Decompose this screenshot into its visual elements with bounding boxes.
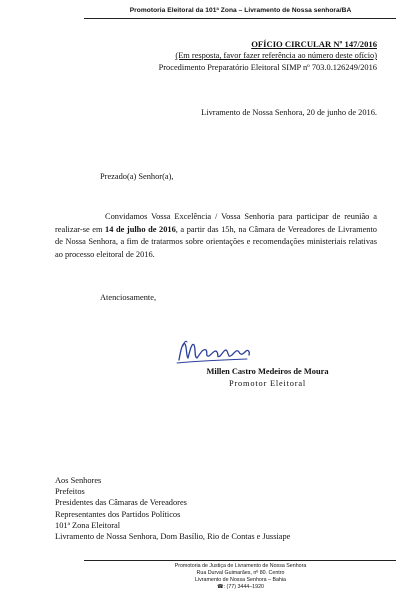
handwritten-signature xyxy=(175,336,253,366)
recipient-line: Representantes dos Partidos Políticos xyxy=(55,509,181,519)
footer-line: Rua Durval Guimarães, nº 80. Centro xyxy=(196,570,285,576)
oficio-title: OFÍCIO CIRCULAR Nº 147/2016 xyxy=(251,39,377,49)
signatory-name: Millen Castro Medeiros de Moura xyxy=(206,367,329,376)
letterhead-title: Promotoria Eleitoral da 101ª Zona – Livramento de Nossa senhora/BA xyxy=(129,7,352,14)
footer-line: Promotoria de Justiça de Livramento de Nossa Senhora xyxy=(174,563,307,569)
recipient-line: Aos Senhores xyxy=(55,476,102,485)
body-text-start: Convidamos Vossa Excelência / Vossa Senhoria para participar de reunião a realizar-se em xyxy=(55,212,377,234)
greeting: Prezado(a) Senhor(a), xyxy=(100,172,174,181)
header-divider xyxy=(84,18,396,19)
body-paragraph xyxy=(55,211,377,261)
recipient-line: Presidentes das Câmaras de Vereadores xyxy=(55,498,187,508)
date-line: Livramento de Nossa Senhora, 20 de junho de 2016. xyxy=(201,108,377,117)
meeting-date: 14 de julho de 2016 xyxy=(105,224,176,234)
recipient-line: 101ª Zona Eleitoral xyxy=(55,520,121,530)
footer-phone: ☎: (77) 3444–1920 xyxy=(217,584,264,590)
recipient-line: Prefeitos xyxy=(55,487,85,497)
body-text-end: , a partir das 15h, na Câmara de Vereadores de Livramento de Nossa Senhora, a fim de tratarmos sobre orientações e recomendações ministeriais relativas ao processo eleitoral de 2016. xyxy=(55,224,377,259)
procedure-number: Procedimento Preparatório Eleitoral SIMP nº 703.0.126249/2016 xyxy=(158,63,377,72)
recipient-line: Livramento de Nossa Senhora, Dom Basílio, Rio de Contas e Jussiape xyxy=(55,532,291,542)
signatory-role: Promotor Eleitoral xyxy=(229,379,306,388)
footer-divider xyxy=(84,560,396,561)
recipients-block xyxy=(55,475,290,542)
footer-line: Livramento de Nossa Senhora – Bahia xyxy=(195,577,286,583)
reference-note: (Em resposta, favor fazer referência ao número deste ofício) xyxy=(175,51,377,60)
closing: Atenciosamente, xyxy=(100,293,157,302)
footer-address xyxy=(0,563,417,591)
